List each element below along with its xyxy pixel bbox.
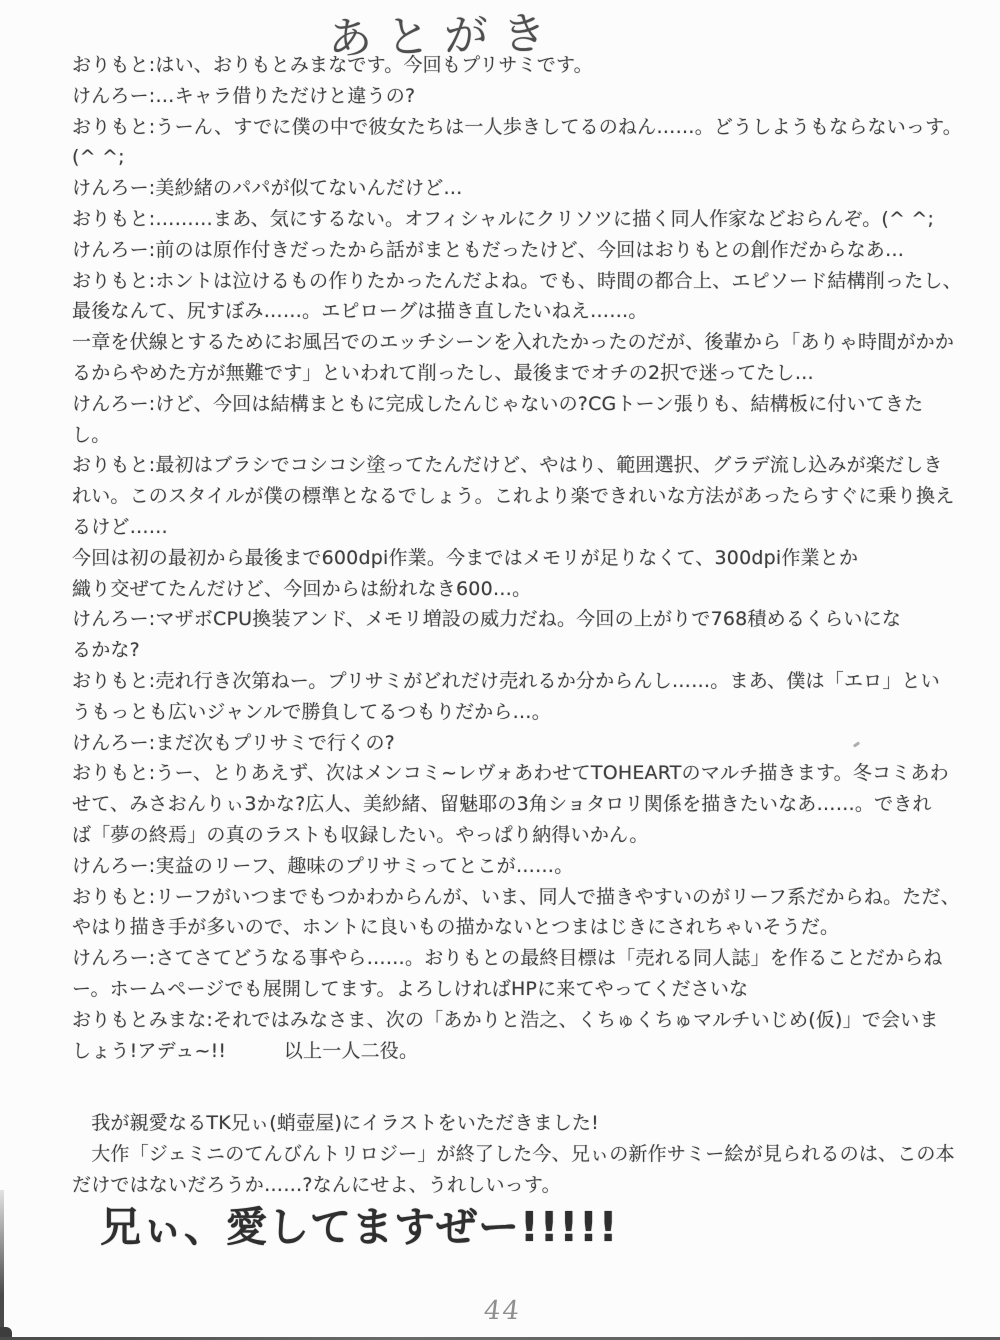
dialogue-line: けんろー:…キャラ借りただけと違うの? bbox=[72, 84, 416, 107]
dialogue-line: るけど…… bbox=[72, 515, 169, 538]
dialogue-line: るかな? bbox=[72, 639, 140, 662]
dialogue-line: おりもと:うー、とりあえず、次はメンコミ~レヴォあわせてTOHEARTのマルチ描きます。冬コミあわ bbox=[72, 762, 949, 785]
dialogue-line: けんろー:けど、今回は結構まともに完成したんじゃないの?CGトーン張りも、結構板に付いてきた bbox=[72, 392, 924, 415]
dialogue-line: 最後なんて、尻すぼみ……。エピローグは描き直したいねえ……。 bbox=[72, 300, 648, 323]
note-line: だけではないだろうか……?なんにせよ、うれしいっす。 bbox=[72, 1173, 561, 1196]
dialogue-line: やはり描き手が多いので、ホントに良いもの描かないとつまはじきにされちゃいそうだ。 bbox=[72, 916, 840, 939]
note-line: 大作「ジェミニのてんびんトリロジー」が終了した今、兄ぃの新作サミー絵が見られるのは、この本 bbox=[72, 1142, 955, 1165]
dialogue-line: おりもと:はい、おりもとみまなです。今回もプリサミです。 bbox=[72, 54, 593, 76]
dialogue-line: 一章を伏線とするためにお風呂でのエッチシーンを入れたかったのだが、後輩から「ありゃ時間がかか bbox=[72, 331, 955, 354]
dialogue-line: おりもと:売れ行き次第ねー。プリサミがどれだけ売れるか分からんし……。まあ、僕は「エロ」とい bbox=[72, 669, 940, 692]
scan-artifact-left-edge bbox=[0, 1190, 4, 1340]
page-title: あとがき bbox=[327, 7, 561, 66]
dialogue-line: うもっとも広いジャンルで勝負してるつもりだから…。 bbox=[72, 700, 551, 723]
dialogue-line: おりもと:うーん、すでに僕の中で彼女たちは一人歩きしてるのねん……。どうしようもならないっす。 bbox=[72, 115, 962, 138]
dialogue-line: 今回は初の最初から最後まで600dpi作業。今まではメモリが足りなくて、300dpi作業とか bbox=[72, 546, 859, 569]
dialogue-line: けんろー:実益のリーフ、趣味のプリサミってとこが……。 bbox=[72, 854, 574, 877]
dialogue-line: (^ ^; bbox=[72, 146, 125, 169]
note-line: 我が親愛なるTK兄ぃ(蛸壺屋)にイラストをいただきました! bbox=[72, 1112, 599, 1134]
dialogue-line: おりもと:最初はブラシでコシコシ塗ってたんだけど、やはり、範囲選択、グラデ流し込みが楽だしき bbox=[72, 454, 943, 477]
illustrator-note bbox=[72, 1108, 955, 1200]
dialogue-line: けんろー:マザボCPU換装アンド、メモリ増設の威力だね。今回の上がりで768積めるくらいにな bbox=[72, 608, 902, 631]
afterword-dialogue bbox=[72, 50, 962, 1066]
dialogue-line: おりもと:………まあ、気にするない。オフィシャルにクリソツに描く同人作家などおらんぞ。(^ ^; bbox=[72, 207, 935, 230]
dialogue-line: れい。このスタイルが僕の標準となるでしょう。これより楽できれいな方法があったらすぐに乗り換え bbox=[72, 485, 955, 508]
dialogue-line: せて、みさおんりぃ3かな?広人、美紗緒、留魅耶の3角ショタロリ関係を描きたいなあ……。できれ bbox=[72, 793, 932, 816]
dialogue-line: おりもと:ホントは泣けるもの作りたかったんだよね。でも、時間の都合上、エピソード結構削ったし、 bbox=[72, 269, 962, 292]
dialogue-line: ば「夢の終焉」の真のラストも収録したい。やっぱり納得いかん。 bbox=[72, 823, 649, 846]
dialogue-line: し。 bbox=[72, 423, 111, 446]
dialogue-line: けんろー:さてさてどうなる事やら……。おりもとの最終目標は「売れる同人誌」を作ることだからね bbox=[72, 947, 943, 970]
dialogue-line: るからやめた方が無難です」といわれて削ったし、最後までオチの2択で迷ってたし… bbox=[72, 361, 814, 384]
page-number: 44 bbox=[482, 1296, 523, 1326]
dialogue-line: おりもと:リーフがいつまでもつかわからんが、いま、同人で描きやすいのがリーフ系だからね。ただ、 bbox=[72, 885, 960, 908]
dialogue-line: けんろー:まだ次もプリサミで行くの? bbox=[72, 731, 395, 754]
dialogue-line: しょう!アデュ~!! 以上一人二役。 bbox=[72, 1039, 419, 1062]
dialogue-line: おりもとみまな:それではみなさま、次の「あかりと浩之、くちゅくちゅマルチいじめ(仮)」で会いま bbox=[72, 1008, 939, 1031]
dialogue-line: 織り交ぜてたんだけど、今回からは紛れなき600…。 bbox=[72, 577, 532, 600]
shout-text: 兄ぃ、愛してますぜー!!!!! bbox=[100, 1203, 619, 1251]
dialogue-line: ー。ホームページでも展開してます。よろしければHPに来てやってくださいな bbox=[72, 977, 749, 1000]
dialogue-line: けんろー:前のは原作付きだったから話がまともだったけど、今回はおりもとの創作だからなあ… bbox=[72, 238, 905, 261]
dialogue-line: けんろー:美紗緒のパパが似てないんだけど… bbox=[72, 177, 463, 200]
